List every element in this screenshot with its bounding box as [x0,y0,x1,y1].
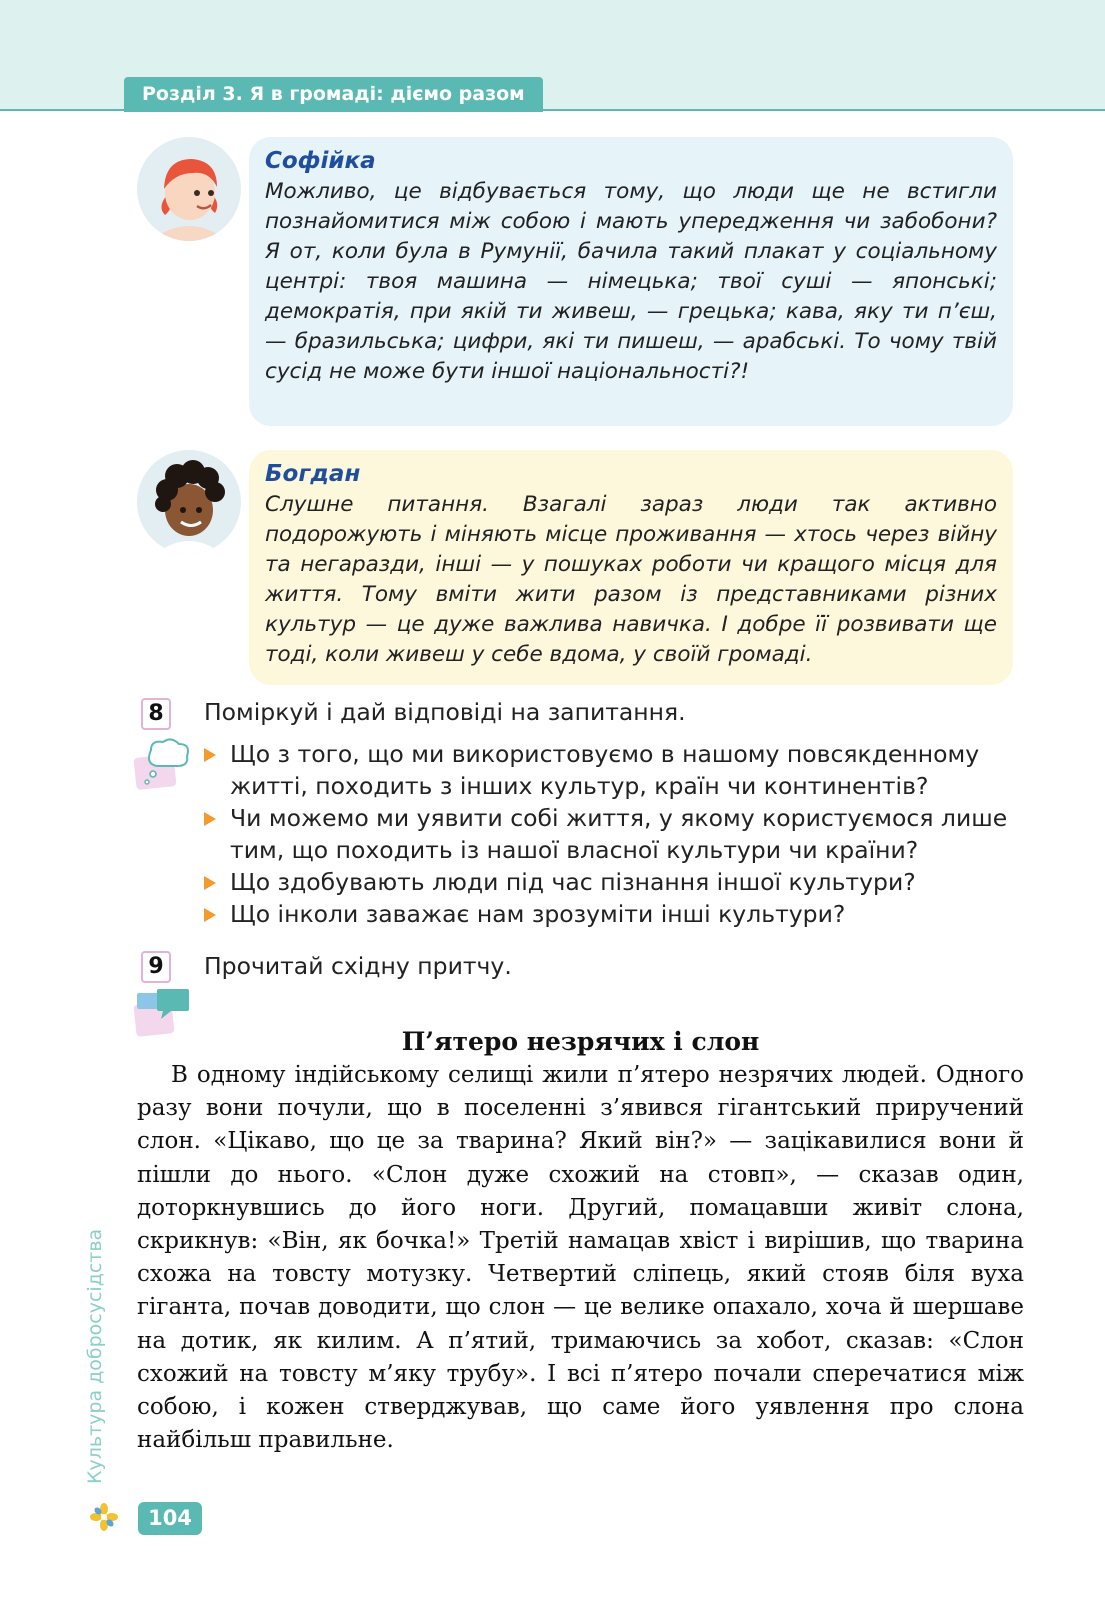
task-number: 8 [141,698,171,730]
bullet-arrow-icon [204,876,216,890]
question-text: Чи можемо ми уявити собі життя, у якому користуємося лише тим, що походить із нашої власної культури чи країни? [230,804,1008,864]
speaker-name: Софійка [265,148,376,174]
page-number: 104 [138,1502,202,1535]
speaker-name: Богдан [265,461,361,487]
question-text: Що інколи заважає нам зрозуміти інші культури? [230,900,846,928]
bohdan-avatar [137,450,241,554]
bullet-arrow-icon [204,908,216,922]
task-number: 9 [141,951,171,983]
question-text: Що з того, що ми використовуємо в нашому повсякденному житті, походить з інших культур, країн чи континентів? [230,740,980,800]
list-item [204,866,1024,898]
task-prompt: Прочитай східну притчу. [204,952,512,980]
list-item [204,738,1024,802]
sofiika-avatar [137,137,241,241]
sofiika-bubble [249,137,1013,426]
bullet-arrow-icon [204,748,216,762]
flower-icon [89,1502,119,1536]
bohdan-bubble [249,450,1013,685]
question-list [204,738,1024,930]
think-bubble-icon [133,736,193,796]
story-title: П’ятеро незрячих і слон [401,1027,760,1056]
story-text: В одному індійському селищі жили п’ятеро незрячих людей. Одного разу вони почули, що в поселенні з’явився гігантський приручений слон. «Цікаво, що це за тварина? Який він?» — зацікавилися вони й пішли до нього. «Слон дуже схожий на стовп», — сказав один, доторкнувшись до його ноги. Другий, помацавши живіт слона, скрикнув: «Він, як бочка!» Третій намацав хвіст і вирішив, що тварина схожа на товсту мотузку. Четвертий сліпець, який стояв біля вуха гіганта, почав доводити, що слон — це велике опахало, хоча й шершаве на дотик, як килим. А п’ятий, тримаючись за хобот, сказав: «Слон схожий на товсту м’яку трубу». І всі п’ятеро почали сперечатися між собою, і кожен стверджував, що саме його уявлення про слона найбільш правильне. [137,1062,1024,1454]
task-prompt: Поміркуй і дай відповіді на запитання. [204,698,686,726]
chapter-title: Розділ 3. Я в громаді: діємо разом [124,77,543,112]
bullet-arrow-icon [204,812,216,826]
speech-text: Слушне питання. Взагалі зараз люди так активно подорожують і міняють місце проживання — хтось через війну та негаразди, інші — у пошуках роботи чи кращого місця для життя. Тому вміти жити разом із представниками різних культур — це дуже важлива навичка. І добре її розвивати ще тоді, коли живеш у себе вдома, у своїй громаді. [265,492,997,667]
list-item [204,898,1024,930]
question-text: Що здобувають люди під час пізнання іншої культури? [230,868,916,896]
speech-text: Можливо, це відбувається тому, що люди ще не встигли познайомитися між собою і мають упередження чи забобони? Я от, коли була в Румунії, бачила такий плакат у соціальному центрі: твоя машина — німецька; твої суші — японські; демократія, при якій ти живеш, — грецька; кава, яку ти п’єш, — бразильська; цифри, які ти пишеш, — арабські. То чому твій сусід не може бути іншої національності?! [265,179,997,384]
list-item [204,802,1024,866]
side-label: Культура добросусідства [84,1228,106,1484]
